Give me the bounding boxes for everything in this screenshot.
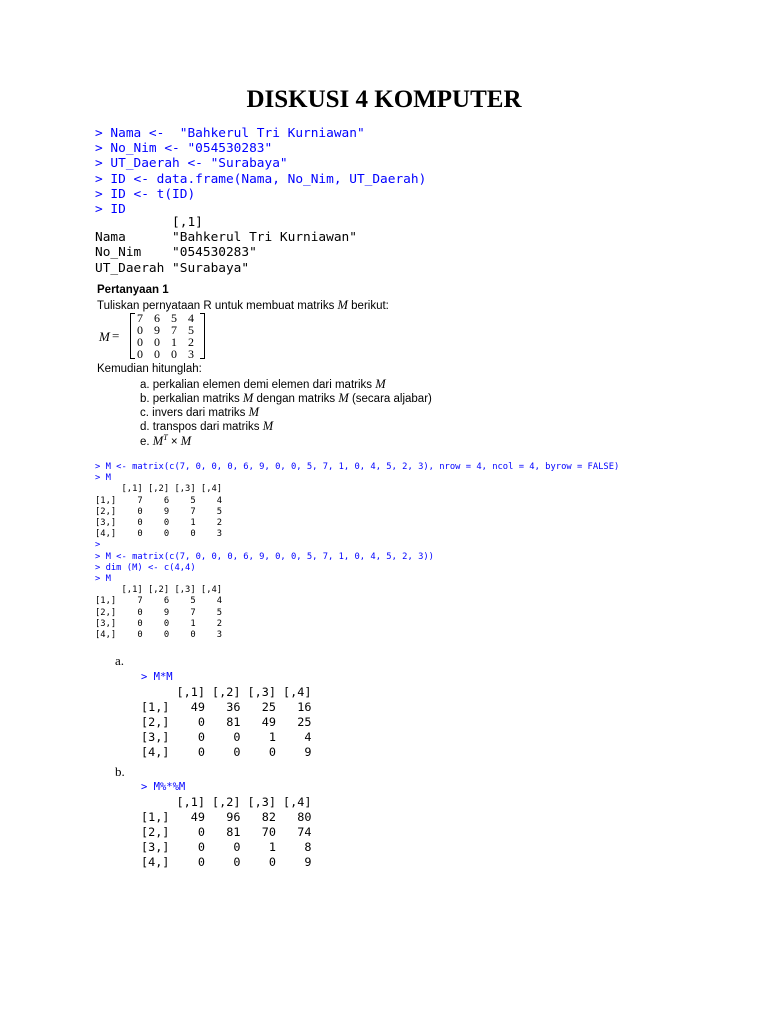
matrix-cell: 4 [188,311,194,325]
matrix-cell: 0 [137,347,143,361]
matrix-cell: 1 [171,335,177,349]
answer-a-console [141,670,311,760]
matrix-cell: 9 [154,323,160,337]
item-e: e. $M^T \times M$ [140,433,192,448]
matrix-cell: 2 [188,335,194,349]
matrix-cell: 0 [154,335,160,349]
answer-a-output: [,1] [,2] [,3] [,4] [1,] 49 36 25 16 [2,] 0 81 49 25 [3,] 0 0 1 4 [4,] 0 0 0 9 [141,685,312,759]
answer-b-command: > M%*%M [141,781,186,793]
answer-b-label: b. [115,764,125,779]
equals-sign: = [112,328,120,343]
r-matrix-out-1: [,1] [,2] [,3] [,4] [1,] 7 6 5 4 [2,] 0 9 7 5 [3,] 0 0 1 2 [4,] 0 0 0 3 [95,484,223,540]
question-intro: Tuliskan pernyataan R untuk membuat matriks M berikut: [97,298,389,312]
r-matrix-console [95,462,619,641]
r-matrix-out-2: [,1] [,2] [,3] [,4] [1,] 7 6 5 4 [2,] 0 9 7 5 [3,] 0 0 1 2 [4,] 0 0 0 3 [95,585,223,641]
answer-a-command: > M*M [141,671,173,683]
item-c: c. invers dari matriks M [140,405,260,419]
r-commands-id: > Nama <- "Bahkerul Tri Kurniawan" > No_Nim <- "054530283" > UT_Daerah <- "Surabaya" > ID <- data.frame(Nama, No_Nim, UT_Daerah) > ID <- t(ID) > ID [95,126,427,218]
matrix-cell: 7 [137,311,143,325]
answer-b-console [141,780,311,870]
matrix-cell: 7 [171,323,177,337]
matrix-cell: 0 [154,347,160,361]
question-heading: Pertanyaan 1 [97,284,169,296]
matrix-right-bracket [200,313,205,359]
matrix-m [97,311,317,361]
item-a: a. perkalian elemen demi elemen dari matriks M [140,377,386,391]
r-matrix-cmd-1: > M <- matrix(c(7, 0, 0, 0, 6, 9, 0, 0, 5, 7, 1, 0, 4, 5, 2, 3), nrow = 4, ncol = 4, byrow = FALSE) > M [95,462,620,484]
item-d: d. transpos dari matriks M [140,419,274,433]
matrix-cell: 3 [188,347,194,361]
page-title: DISKUSI 4 KOMPUTER [246,86,522,113]
matrix-cell: 0 [137,323,143,337]
item-b: b. perkalian matriks M dengan matriks M (secara aljabar) [140,391,432,405]
r-output-id: [,1] Nama "Bahkerul Tri Kurniawan" No_Nim "054530283" UT_Daerah "Surabaya" [95,215,357,276]
matrix-label: M [99,329,110,344]
calc-intro: Kemudian hitunglah: [97,363,202,375]
matrix-cell: 0 [171,347,177,361]
answer-a-label: a. [115,653,125,668]
answer-b-output: [,1] [,2] [,3] [,4] [1,] 49 96 82 80 [2,] 0 81 70 74 [3,] 0 0 1 8 [4,] 0 0 0 9 [141,795,312,869]
matrix-cell: 5 [171,311,177,325]
r-matrix-cmd-2: > > M <- matrix(c(7, 0, 0, 0, 6, 9, 0, 0, 5, 7, 1, 0, 4, 5, 2, 3)) > dim (M) <- c(4,4) > M [95,540,434,585]
matrix-cell: 6 [154,311,160,325]
matrix-cell: 5 [188,323,194,337]
matrix-cell: 0 [137,335,143,349]
